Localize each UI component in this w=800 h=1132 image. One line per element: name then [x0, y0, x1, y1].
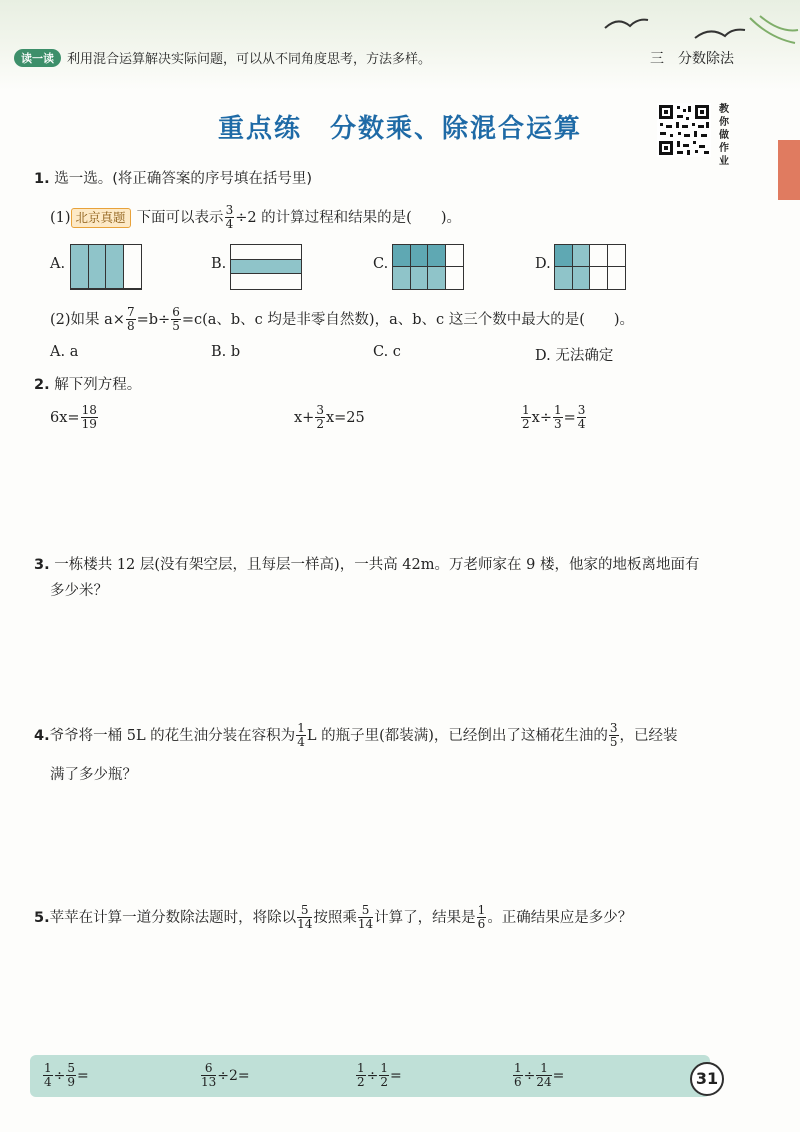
q3-line2: 多少米？ [50, 583, 108, 599]
q5: 5. 苹苹在计算一道分数除法题时，将除以 $\frac{5}{14}$ 按照乘 $\frac{5}{14}$ 计算了，结果是 $\frac{1}{6}$ 。正确结果应是多少？ [34, 903, 633, 931]
q3-line1: 一栋楼共 12 层(没有架空层，且每层一样高)，一共高 42m。万老师家在 9 楼，他家的地板离地面有 [54, 557, 700, 573]
option-b-diagram[interactable] [230, 244, 302, 290]
header-tip-text: 利用混合运算解决实际问题，可以从不同角度思考，方法多样。 [67, 52, 432, 67]
quick-calc-4: $\frac{1}{6}$ ÷ $\frac{1}{24}$ = [514, 1061, 565, 1089]
q1-sub1 [50, 204, 461, 231]
option-a-label[interactable]: A. [50, 256, 66, 272]
q2-number: 2. [34, 377, 50, 393]
q2-title: 解下列方程。 [54, 377, 142, 393]
qr-code-icon[interactable] [657, 103, 711, 157]
option-a-diagram[interactable] [70, 244, 142, 290]
q5-number: 5. [34, 909, 50, 926]
side-decoration [778, 140, 800, 200]
equation-2: x+ $\frac{3}{2}$ x=25 [294, 403, 365, 431]
option-b-label[interactable]: B. [211, 256, 227, 272]
source-tag: 北京真题 [71, 208, 131, 228]
page-number: 31 [690, 1062, 724, 1096]
option-c-label[interactable]: C. [373, 256, 389, 272]
page-title: 重点练 分数乘、除混合运算 [217, 114, 582, 144]
q4-number: 4. [34, 727, 50, 744]
option2-b[interactable]: B. b [211, 344, 241, 360]
option2-c[interactable]: C. c [373, 344, 401, 360]
fraction: $\frac{6}{5}$ [172, 305, 180, 333]
q4-line1: 4. 爷爷将一桶 5L 的花生油分装在容积为 $\frac{1}{4}$ L 的瓶子里(都装满)，已经倒出了这桶花生油的 $\frac{3}{5}$ ，已经装 [34, 721, 678, 749]
q1-sub1-text-b: ÷2 的计算过程和结果的是( )。 [235, 209, 461, 226]
equation-1: 6x= $\frac{18}{19}$ [50, 403, 97, 431]
read-badge: 读一读 [14, 49, 61, 67]
quick-calc-1: $\frac{1}{4}$ ÷ $\frac{5}{9}$ = [44, 1061, 89, 1089]
q3 [34, 552, 754, 604]
q1-heading [34, 168, 312, 190]
q1-sub1-prefix: (1) [50, 209, 71, 226]
q1-sub2-text-b: =b÷ [136, 311, 171, 328]
q1-sub2-text-c: =c(a、b、c 均是非零自然数)，a、b、c 这三个数中最大的是( )。 [181, 311, 635, 328]
option-c-diagram[interactable] [392, 244, 464, 290]
header-tip [14, 48, 431, 67]
q4-line2: 满了多少瓶？ [50, 767, 137, 783]
option2-d[interactable]: D. 无法确定 [535, 348, 614, 364]
chapter-title: 分数除法 [678, 51, 734, 67]
q1-sub2-text-a: (2)如果 a× [50, 311, 125, 328]
qr-label: 教你做作业 [719, 104, 729, 167]
q2-heading [34, 374, 141, 396]
q1-sub1-text-a: 下面可以表示 [136, 209, 224, 226]
chapter-label [650, 48, 748, 68]
option-d-diagram[interactable] [554, 244, 626, 290]
fraction: $\frac{3}{4}$ [225, 203, 234, 231]
chapter-number: 三 [650, 51, 664, 67]
option-d-label[interactable]: D. [535, 256, 551, 272]
fraction: $\frac{7}{8}$ [126, 305, 135, 333]
q1-title: 选一选。(将正确答案的序号填在括号里) [54, 171, 313, 187]
quick-calc-2: $\frac{6}{13}$ ÷2= [201, 1061, 250, 1089]
q3-number: 3. [34, 557, 50, 573]
q1-sub2 [50, 306, 634, 333]
q1-number: 1. [34, 171, 50, 187]
option2-a[interactable]: A. a [50, 344, 79, 360]
quick-calc-3: $\frac{1}{2}$ ÷ $\frac{1}{2}$ = [357, 1061, 402, 1089]
equation-3: $\frac{1}{2}$ x÷ $\frac{1}{3}$ = $\frac{3}{4}$ [522, 403, 586, 431]
